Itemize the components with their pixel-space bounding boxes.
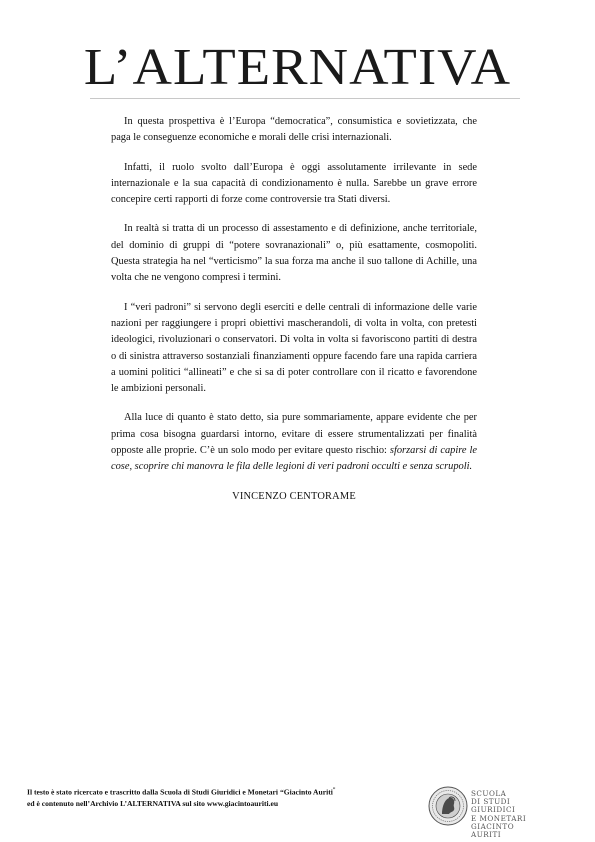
article-paragraph xyxy=(111,300,477,398)
logo-line: GIURIDICI xyxy=(471,805,516,815)
masthead xyxy=(40,40,555,102)
paragraph-text: Infatti, il ruolo svolto dall’Europa è oggi assolutamente irrilevante in sede internazionale e la sua capacità di condizionamento è nulla. Sarebbe un grave errore concepire certi rapporti di forze come controversie tra Stati diversi. xyxy=(111,161,477,206)
article-body xyxy=(111,114,477,505)
footer-line-1 xyxy=(27,785,427,798)
paragraph-text: In realtà si tratta di un processo di assestamento e di definizione, anche territoriale, del dominio di gruppi di “potere sovranazionali” o, più esattamente, cosmopoliti. Questa strategia ha nel “verticismo” la sua forza ma anche il suo tallone di Achille, una volta che ne vengono compresi i termini. xyxy=(111,223,477,284)
footer-line-1-text: Il testo è stato ricercato e trascritto dalla Scuola di Studi Giuridici e Monetari “Giacinto Auriti xyxy=(27,787,333,797)
newspaper-title: L’ALTERNATIVA xyxy=(83,39,512,96)
paragraph-text: Alla luce di quanto è stato detto, sia pure sommariamente, appare evidente che per prima cosa bisogna guardarsi intorno, evitare di essere strumentalizzati per finalità opposte alle proprie. C’è un solo modo per evitare questo rischio: xyxy=(111,412,477,457)
article-paragraph xyxy=(111,114,477,147)
paragraph-text: In questa prospettiva è l’Europa “democratica”, consumistica e sovietizzata, che paga le conseguenze economiche e morali delle crisi internazionali. xyxy=(111,116,477,144)
school-seal-icon xyxy=(428,786,468,826)
logo-line: GIACINTO xyxy=(471,821,515,831)
footer-superscript: ” xyxy=(332,788,336,793)
masthead-rule xyxy=(90,98,520,99)
article-paragraph xyxy=(111,410,477,475)
logo-line: E MONETARI xyxy=(471,813,527,823)
article-paragraph xyxy=(111,160,477,209)
footer-note xyxy=(27,785,427,809)
footer-line-2: ed è contenuto nell’Archivio L’ALTERNATIVA sul sito www.giacintoauriti.eu xyxy=(27,798,279,808)
paragraph-text: I “veri padroni” si servono degli eserciti e delle centrali di informazione delle varie nazioni per raggiungere i propri obiettivi mascherandoli, di volta in volta, con pretesti ideologici, rivoluzionari o conservatori. Di volta in volta si favoriscono partiti di destra o di sinistra attraverso sostanziali finanziamenti oppure facendo fare una rapida carriera a uomini politici “allineati” e che si sa di poter controllare con il ricatto e favorendone le ambizioni personali. xyxy=(111,301,477,395)
emphasized-text: sforzarsi di capire le cose, scoprire chi manovra le fila delle legioni di veri padroni occulti e senza scrupoli. xyxy=(111,445,477,473)
article-paragraph xyxy=(111,221,477,286)
school-logo-text xyxy=(471,790,531,839)
logo-line: DI STUDI xyxy=(471,797,511,807)
logo-line: SCUOLA xyxy=(471,789,507,798)
logo-line: AURITI xyxy=(471,830,502,840)
author-signature: VINCENZO CENTORAME xyxy=(232,490,356,502)
